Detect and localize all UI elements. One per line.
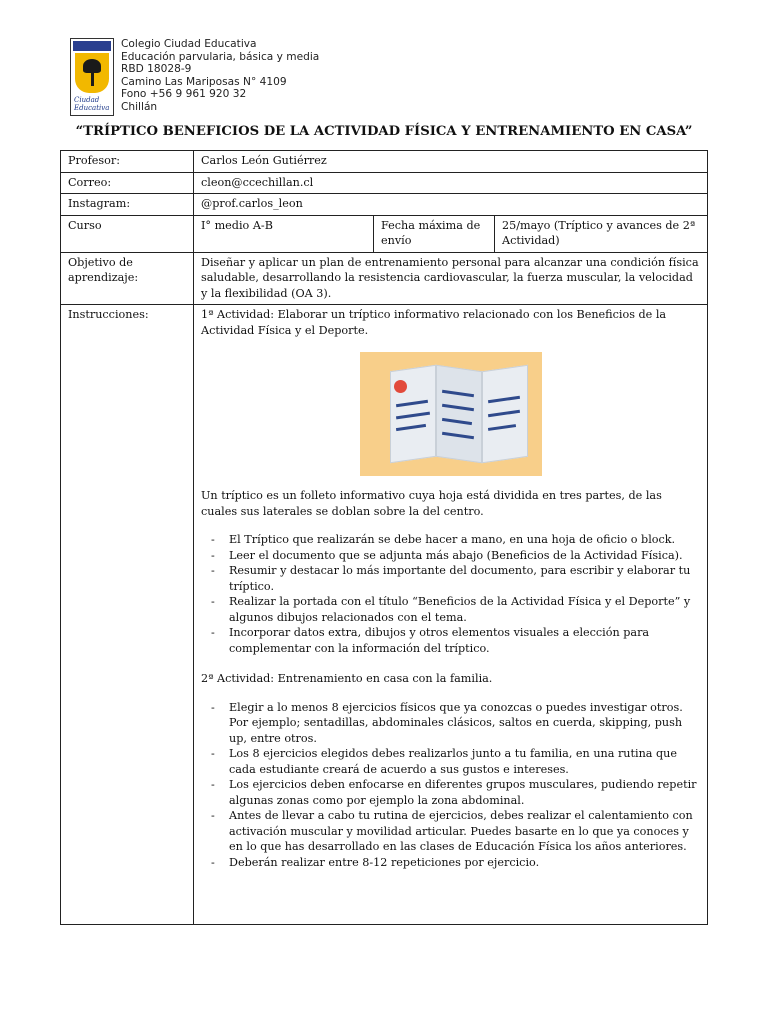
list-item: - Realizar la portada con el título “Beneficios de la Actividad Física y el Deporte” y algunos dibujos relacionados con el tema. [201, 594, 700, 625]
list-item: - Elegir a lo menos 8 ejercicios físicos que ya conozcas o puedes investigar otros. Por ejemplo; sentadillas, abdominales clásicos, saltos en cuerda, skipping, push up, entre otros. [201, 700, 700, 747]
fecha-label: Fecha máxima de envío [374, 215, 495, 252]
list-item: - Deberán realizar entre 8-12 repeticiones por ejercicio. [201, 855, 700, 871]
list-item: - Leer el documento que se adjunta más abajo (Beneficios de la Actividad Física). [201, 548, 700, 564]
activity-2-title: 2ª Actividad: Entrenamiento en casa con la familia. [201, 672, 493, 685]
list-item: - Incorporar datos extra, dibujos y otros elementos visuales a elección para complementar con la información del tríptico. [201, 625, 700, 656]
document-title: “TRÍPTICO BENEFICIOS DE LA ACTIVIDAD FÍSICA Y ENTRENAMIENTO EN CASA” [75, 124, 693, 139]
list-item: - Antes de llevar a cabo tu rutina de ejercicios, debes realizar el calentamiento con activación muscular y movilidad articular. Puedes basarte en lo que ya conoces y en lo que has desarrollado en las clases de Educación Física los años anteriores. [201, 808, 700, 855]
pinterest-icon [394, 380, 407, 393]
row-objetivo [61, 252, 708, 305]
list-item: - Los 8 ejercicios elegidos debes realizarlos junto a tu familia, en una rutina que cada estudiante creará de acuerdo a sus gustos e intereses. [201, 746, 700, 777]
objetivo-value: Diseñar y aplicar un plan de entrenamiento personal para alcanzar una condición física saludable, desarrollando la resistencia cardiovascular, la fuerza muscular, la velocidad y la flexibilidad (OA 3). [194, 252, 708, 305]
correo-value[interactable]: cleon@ccechillan.cl [194, 172, 708, 194]
instrucciones-label: Instrucciones: [61, 305, 194, 925]
fecha-value: 25/mayo (Tríptico y avances de 2ª Actividad) [495, 215, 708, 252]
logo-script: Ciudad Educativa [74, 96, 110, 112]
row-curso [61, 215, 708, 252]
activity-1-list [201, 532, 700, 656]
activity-1-title: 1ª Actividad: Elaborar un tríptico informativo relacionado con los Beneficios de la Actividad Física y el Deporte. [201, 308, 667, 337]
curso-value: I° medio A-B [194, 215, 374, 252]
school-name: Colegio Ciudad Educativa [121, 38, 257, 50]
triptych-illustration [360, 352, 542, 476]
list-item: - El Tríptico que realizarán se debe hacer a mano, en una hoja de oficio o block. [201, 532, 700, 548]
school-levels: Educación parvularia, básica y media [121, 50, 320, 63]
school-rbd: RBD 18028-9 [121, 63, 192, 76]
school-city: Chillán [121, 100, 158, 113]
instrucciones-cell [194, 305, 708, 925]
school-info [121, 38, 319, 118]
tree-icon [83, 59, 101, 73]
school-phone: Fono +56 9 961 920 32 [121, 88, 247, 101]
school-header [70, 38, 319, 118]
list-item: - Los ejercicios deben enfocarse en diferentes grupos musculares, pudiendo repetir algunas zonas como por ejemplo la zona abdominal. [201, 777, 700, 808]
profesor-value: Carlos León Gutiérrez [194, 151, 708, 173]
row-profesor [61, 151, 708, 173]
info-table [60, 150, 708, 925]
activity-2-list [201, 700, 700, 871]
instagram-value[interactable]: @prof.carlos_leon [194, 194, 708, 216]
row-instrucciones [61, 305, 708, 925]
instagram-label: Instagram: [61, 194, 194, 216]
profesor-label: Profesor: [61, 151, 194, 173]
correo-label: Correo: [61, 172, 194, 194]
triptych-definition: Un tríptico es un folleto informativo cuya hoja está dividida en tres partes, de las cuales sus laterales se doblan sobre la del centro. [201, 489, 662, 518]
curso-label: Curso [61, 215, 194, 252]
row-correo [61, 172, 708, 194]
objetivo-label: Objetivo de aprendizaje: [61, 252, 194, 305]
school-logo [70, 38, 114, 116]
list-item: - Resumir y destacar lo más importante del documento, para escribir y elaborar tu tríptico. [201, 563, 700, 594]
school-address: Camino Las Mariposas N° 4109 [121, 75, 287, 88]
row-instagram [61, 194, 708, 216]
